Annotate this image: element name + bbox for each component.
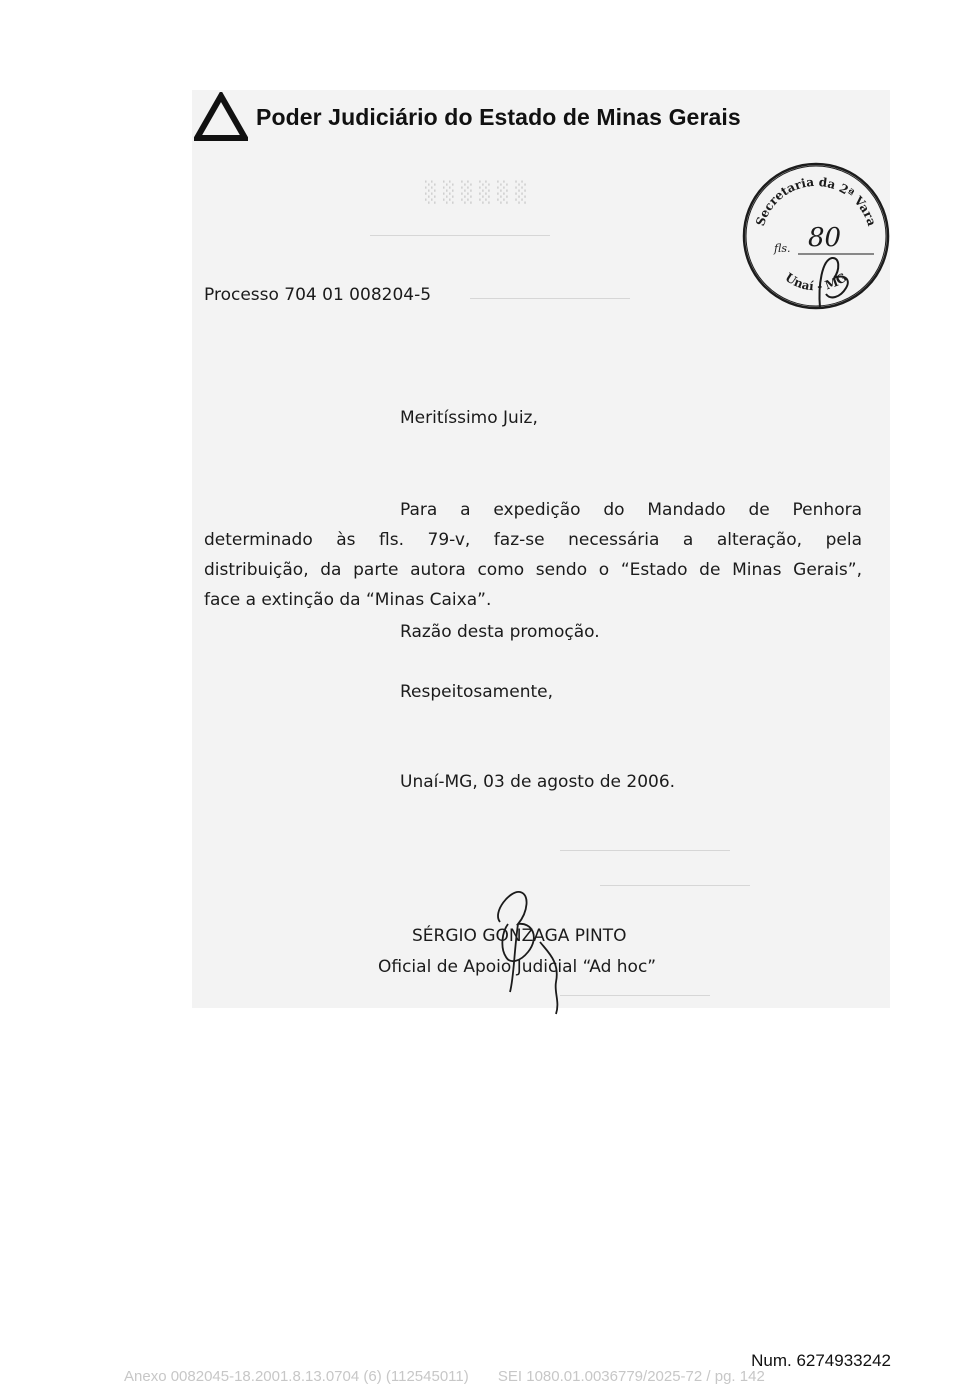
annex-reference: Anexo 0082045-18.2001.8.13.0704 (6) (112545011) SEI 1080.01.0036779/2025-72 / pg. 142 (124, 1368, 765, 1385)
place-date: Unaí-MG, 03 de agosto de 2006. (400, 772, 676, 792)
bleed-through-text: ░░░░░░ (425, 180, 534, 204)
letterhead (194, 92, 741, 142)
reason-line: Razão desta promoção. (400, 622, 600, 642)
court-stamp (740, 160, 892, 312)
handwritten-signature (470, 882, 610, 1022)
body-paragraph (204, 495, 862, 615)
process-number: Processo 704 01 008204-5 (204, 285, 432, 305)
salutation: Meritíssimo Juiz, (400, 408, 538, 428)
stamp-page-number: 80 (808, 223, 842, 253)
signer-name: SÉRGIO GONZAGA PINTO (412, 926, 627, 946)
document-number: Num. 6274933242 (751, 1351, 891, 1370)
body-line: determinado às fls. 79-v, faz-se necessária a alteração, pela (204, 530, 862, 550)
letterhead-title: Poder Judiciário do Estado de Minas Gerais (256, 103, 741, 130)
body-line: distribuição, da parte autora como sendo o “Estado de Minas Gerais”, (204, 560, 862, 580)
closing: Respeitosamente, (400, 682, 553, 702)
stamp-fls-label: fls. (774, 242, 791, 255)
stamp-top-text: Secretaria da 2ª Vara (753, 174, 879, 228)
bleed-through-line (470, 298, 630, 299)
bleed-through-line (560, 850, 730, 851)
bleed-through-line (600, 885, 750, 886)
svg-text:Unaí - MG (783, 270, 850, 293)
triangle-logo-icon (194, 92, 248, 142)
body-line: face a extinção da “Minas Caixa”. (204, 590, 492, 610)
stamp-bottom-text: Unaí - MG (782, 270, 850, 294)
bleed-through-line (370, 235, 550, 236)
svg-text:Secretaria da 2ª Vara (753, 175, 879, 228)
signer-role: Oficial de Apoio Judicial “Ad hoc” (378, 957, 657, 977)
body-line: Para a expedição do Mandado de Penhora (400, 500, 862, 520)
